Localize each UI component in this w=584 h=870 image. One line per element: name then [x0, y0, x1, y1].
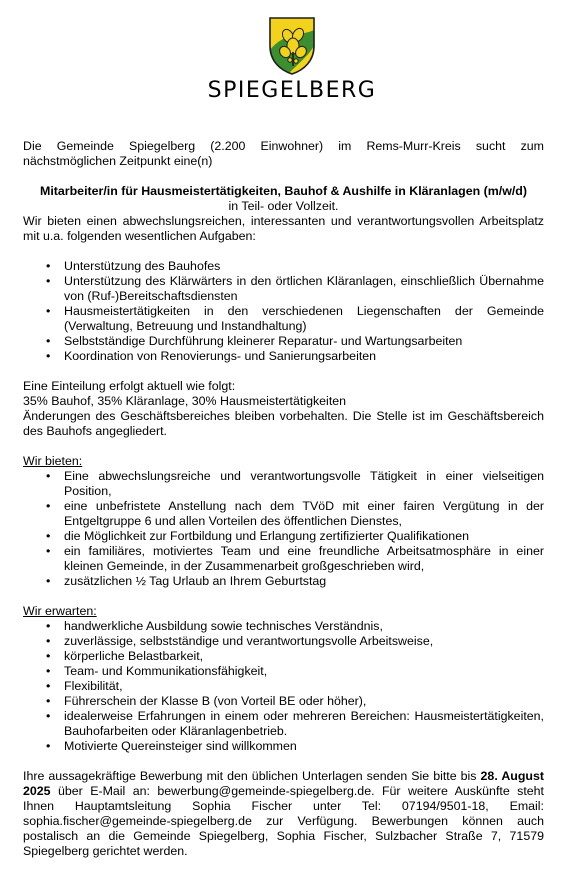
we-offer-heading: Wir bieten: [23, 454, 83, 468]
list-item: • Unterstützung des Klärwärters in den örtlichen Kläranlagen, einschließlich Übernahme von (Ruf-)Bereitschaftsdiensten [23, 274, 544, 304]
we-expect-list [23, 619, 544, 754]
allocation-split: 35% Bauhof, 35% Kläranlage, 30% Hausmeistertätigkeiten [23, 394, 347, 408]
allocation-intro: Eine Einteilung erfolgt aktuell wie folgt: [23, 379, 236, 393]
coat-of-arms-icon [268, 16, 316, 76]
task-list [23, 259, 544, 364]
list-item: • zusätzlichen ½ Tag Urlaub an Ihrem Geburtstag [23, 574, 544, 589]
list-item: • die Möglichkeit zur Fortbildung und Erlangung zertifizierter Qualifikationen [23, 529, 544, 544]
job-type: in Teil- oder Vollzeit. [228, 199, 339, 213]
job-title: Mitarbeiter/in für Hausmeistertätigkeiten, Bauhof & Aushilfe in Kläranlagen (m/w/d) [40, 184, 527, 198]
application-paragraph [23, 769, 544, 859]
list-item: • Eine abwechslungsreiche und verantwortungsvolle Tätigkeit in einer vielseitigen Position, [23, 469, 544, 499]
we-expect-heading: Wir erwarten: [23, 604, 97, 618]
list-item: • handwerkliche Ausbildung sowie technisches Verständnis, [23, 619, 544, 634]
application-text-start: Ihre aussagekräftige Bewerbung mit den üblichen Unterlagen senden Sie bitte bis [23, 769, 481, 783]
list-item: • körperliche Belastbarkeit, [23, 649, 544, 664]
list-item: • idealerweise Erfahrungen in einem oder mehreren Bereichen: Hausmeistertätigkeiten, Bauhofarbeiten oder Kläranlagenbetrieb. [23, 709, 544, 739]
logo [0, 16, 584, 103]
job-posting [23, 139, 544, 859]
intro-paragraph: Die Gemeinde Spiegelberg (2.200 Einwohner) im Rems-Murr-Kreis sucht zum nächstmöglichen Zeitpunkt eine(n) [23, 139, 544, 168]
list-item: • Selbstständige Durchführung kleinerer Reparatur- und Wartungsarbeiten [23, 334, 544, 349]
offer-intro: Wir bieten einen abwechslungsreichen, interessanten und verantwortungsvollen Arbeitsplatz mit u.a. folgenden wesentlichen Aufgaben: [23, 214, 544, 243]
list-item: • Hausmeistertätigkeiten in den verschiedenen Liegenschaften der Gemeinde (Verwaltung, Betreuung und Instandhaltung) [23, 304, 544, 334]
list-item: • Team- und Kommunikationsfähigkeit, [23, 664, 544, 679]
list-item: • Flexibilität, [23, 679, 544, 694]
list-item: • Unterstützung des Bauhofes [23, 259, 544, 274]
list-item: • ein familiäres, motiviertes Team und eine freundliche Arbeitsatmosphäre in einer kleinen Gemeinde, in der Zusammenarbeit großgeschrieben wird, [23, 544, 544, 574]
town-name: SPIEGELBERG [207, 78, 377, 103]
list-item: • Führerschein der Klasse B (von Vorteil BE oder höher), [23, 694, 544, 709]
allocation-note: Änderungen des Geschäftsbereiches bleiben vorbehalten. Die Stelle ist im Geschäftsbereich des Bauhofs angegliedert. [23, 409, 544, 438]
application-text-end: über E-Mail an: bewerbung@gemeinde-spiegelberg.de. Für weitere Auskünfte steht Ihnen Hauptamtsleitung Sophia Fischer unter Tel: 07194/9501-18, Email: sophia.fischer@gemeinde-spiegelberg.de zur Verfügung. Bewerbungen können auch postalisch an die Gemeinde Spiegelberg, Sophia Fischer, Sulzbacher Straße 7, 71579 Spiegelberg gerichtet werden. [23, 784, 544, 858]
list-item: • eine unbefristete Anstellung nach dem TVöD mit einer fairen Vergütung in der Entgeltgruppe 6 und allen Vorteilen des öffentlichen Dienstes, [23, 499, 544, 529]
application-deadline: 28. August 2025 [23, 769, 544, 798]
list-item: • zuverlässige, selbstständige und verantwortungsvolle Arbeitsweise, [23, 634, 544, 649]
list-item: • Koordination von Renovierungs- und Sanierungsarbeiten [23, 349, 544, 364]
we-offer-list [23, 469, 544, 589]
list-item: • Motivierte Quereinsteiger sind willkommen [23, 739, 544, 754]
